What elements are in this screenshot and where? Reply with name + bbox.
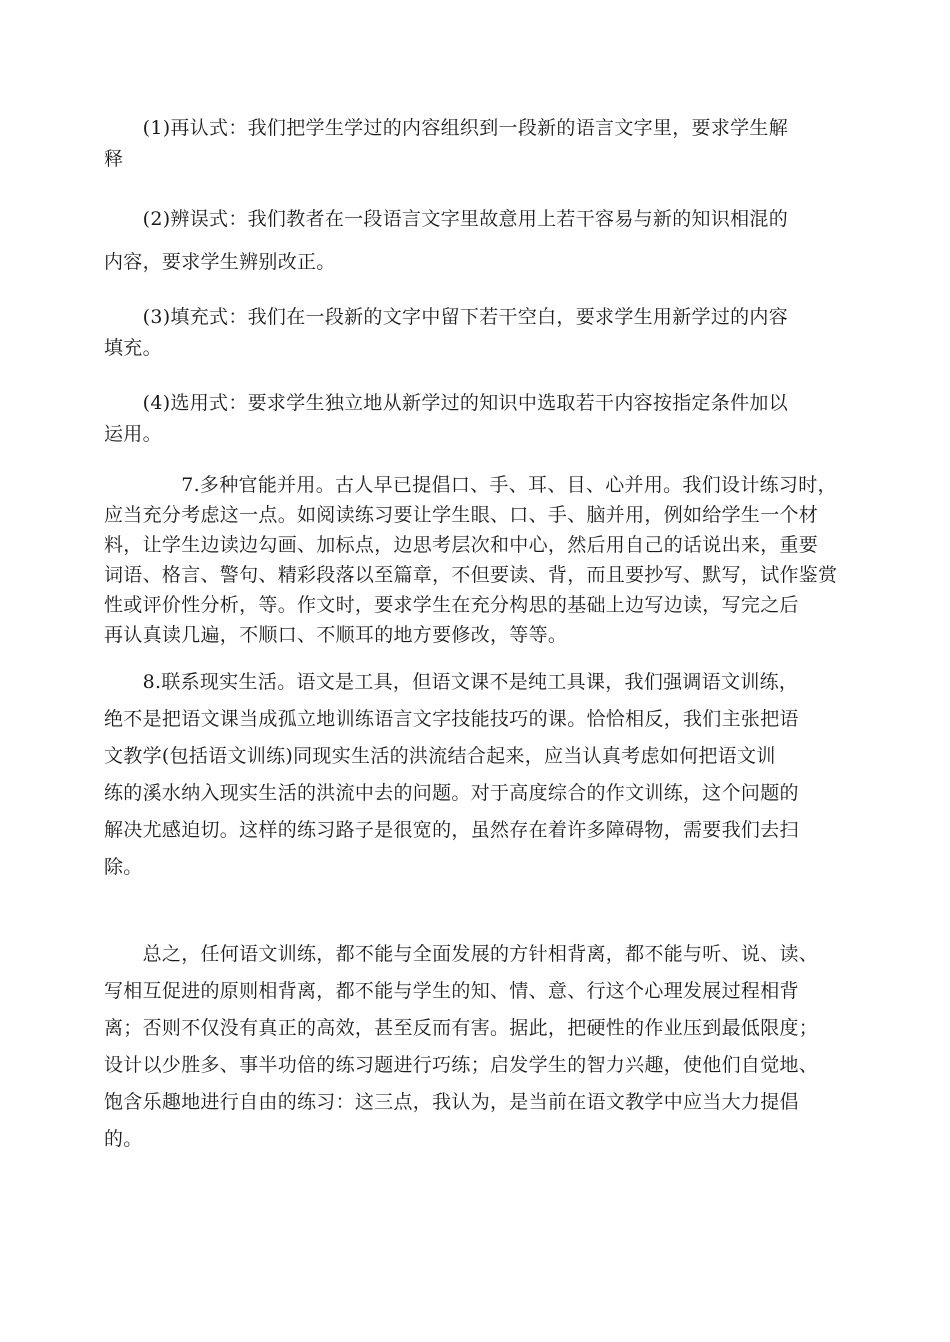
text-line: (1)再认式：我们把学生学过的内容组织到一段新的语言文字里，要求学生解	[104, 117, 789, 139]
text-line: 运用。	[104, 423, 162, 445]
text-line: (3)填充式：我们在一段新的文字中留下若干空白，要求学生用新学过的内容	[104, 306, 789, 328]
text-line: 写相互促进的原则相背离，都不能与学生的知、情、意、行这个心理发展过程相背	[104, 980, 799, 1002]
text-line: 练的溪水纳入现实生活的洪流中去的问题。对于高度综合的作文训练，这个问题的	[104, 782, 799, 804]
text-line: 文教学(包括语文训练)同现实生活的洪流结合起来，应当认真考虑如何把语文训	[104, 745, 776, 767]
text-line: 8.联系现实生活。语文是工具，但语文课不是纯工具课，我们强调语文训练，	[104, 671, 799, 693]
text-line: (4)选用式：要求学生独立地从新学过的知识中选取若干内容按指定条件加以	[104, 392, 789, 414]
text-line: 的。	[104, 1128, 143, 1150]
paragraph-recognition-type	[104, 113, 874, 175]
text-line: 词语、格言、警句、精彩段落以至篇章，不但要读、背，而且要抄写、默写，试作鉴赏	[104, 564, 838, 586]
text-line: 总之，任何语文训练，都不能与全面发展的方针相背离，都不能与听、说、读、	[104, 943, 819, 965]
paragraph-real-life-connection	[104, 664, 874, 886]
paragraph-conclusion	[104, 936, 874, 1158]
text-line: 性或评价性分析，等。作文时，要求学生在充分构思的基础上边写边读，写完之后	[104, 594, 799, 616]
text-line: 应当充分考虑这一点。如阅读练习要让学生眼、口、手、脑并用，例如给学生一个材	[104, 504, 819, 526]
text-line: 设计以少胜多、事半功倍的练习题进行巧练；启发学生的智力兴趣，使他们自觉地、	[104, 1054, 819, 1076]
text-line: 料，让学生边读边勾画、加标点，边思考层次和中心，然后用自己的话说出来，重要	[104, 534, 819, 556]
text-line: 再认真读几遍，不顺口、不顺耳的地方要修改，等等。	[104, 624, 568, 646]
text-line: 释	[104, 148, 124, 170]
text-line: 除。	[104, 856, 143, 878]
text-line: (2)辨误式：我们教者在一段语言文字里故意用上若干容易与新的知识相混的	[104, 208, 789, 230]
paragraph-error-discrimination-type	[104, 198, 874, 284]
text-line: 饱含乐趣地进行自由的练习：这三点，我认为，是当前在语文教学中应当大力提倡	[104, 1091, 799, 1113]
text-line: 7.多种官能并用。古人早已提倡口、手、耳、目、心并用。我们设计练习时，	[104, 474, 837, 496]
paragraph-selective-use-type	[104, 388, 874, 450]
paragraph-multiple-senses	[104, 470, 874, 650]
text-line: 内容，要求学生辨别改正。	[104, 251, 336, 273]
text-line: 绝不是把语文课当成孤立地训练语言文字技能技巧的课。恰恰相反，我们主张把语	[104, 708, 799, 730]
text-line: 填充。	[104, 337, 162, 359]
text-line: 解决尤感迫切。这样的练习路子是很宽的，虽然存在着许多障碍物，需要我们去扫	[104, 819, 799, 841]
text-line: 离；否则不仅没有真正的高效，甚至反而有害。据此，把硬性的作业压到最低限度；	[104, 1017, 819, 1039]
paragraph-fill-in-type	[104, 302, 874, 364]
